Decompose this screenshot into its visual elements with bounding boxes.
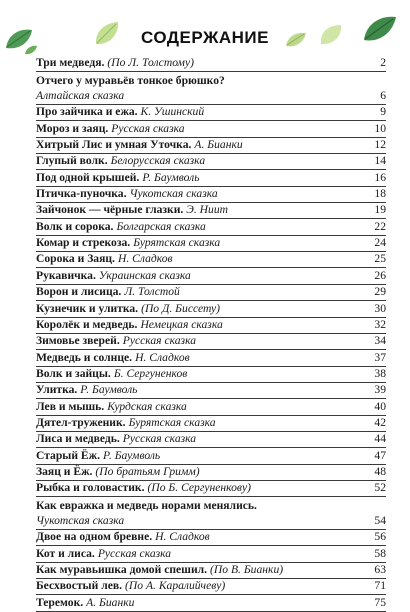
entry-page-number: 22 [374, 219, 386, 233]
entry-page-number: 58 [374, 546, 386, 560]
entry-source: Э. Ниит [186, 203, 229, 217]
entry-page-number: 48 [374, 464, 386, 478]
entry-title: Зайчонок — чёрные глазки. [36, 203, 184, 217]
toc-entry [36, 236, 386, 252]
toc-entry [36, 219, 386, 235]
entry-source: Алтайская сказка [36, 89, 125, 103]
toc-entry [36, 334, 386, 350]
toc-entry [36, 56, 386, 72]
entry-title: Глупый волк. [36, 154, 108, 168]
entry-source: Украинская сказка [98, 268, 191, 282]
entry-title: Под одной крышей. [36, 170, 140, 184]
entry-source: Р. Баумволь [142, 170, 200, 184]
entry-source: Русская сказка [97, 546, 172, 560]
entry-page-number: 24 [374, 236, 386, 250]
entry-source: А. Бианки [194, 138, 243, 152]
entry-page-number: 12 [374, 138, 386, 152]
entry-page-number: 2 [380, 56, 386, 70]
entry-page-number: 14 [374, 154, 386, 168]
entry-page-number: 18 [374, 187, 386, 201]
entry-source: Бурятская сказка [133, 236, 221, 250]
entry-page-number: 10 [374, 121, 386, 135]
entry-title: Рыбка и головастик. [36, 481, 145, 495]
toc-entry [36, 268, 386, 284]
toc-entry [36, 448, 386, 464]
toc-entry [36, 399, 386, 415]
toc-entry [36, 416, 386, 432]
entry-title: Про зайчика и ежа. [36, 105, 138, 119]
entry-title: Заяц и Ёж. [36, 464, 93, 478]
entry-page-number: 56 [374, 530, 386, 544]
entry-page-number: 34 [374, 334, 386, 348]
entry-source: Н. Сладков [135, 350, 190, 364]
page-title: СОДЕРЖАНИЕ [141, 28, 269, 47]
entry-source: Л. Толстой [124, 285, 180, 299]
toc-entry [36, 187, 386, 203]
entry-page-number: 54 [374, 513, 386, 527]
toc-entry [36, 105, 386, 121]
entry-source: Н. Сладков [155, 530, 210, 544]
entry-title: Отчего у муравьёв тонкое брюшко? [36, 73, 225, 87]
entry-title: Рукавичка. [36, 268, 96, 282]
entry-source: А. Бианки [86, 595, 135, 609]
entry-title: Волк и сорока. [36, 219, 114, 233]
entry-source: Болгарская сказка [116, 219, 206, 233]
toc-entry [36, 497, 386, 513]
toc-entry [36, 170, 386, 186]
toc-entry [36, 530, 386, 546]
entry-source: Русская сказка [122, 334, 197, 348]
entry-title: Улитка. [36, 383, 78, 397]
entry-title: Дятел-труженик. [36, 415, 126, 429]
entry-source: (По В. Бианки) [210, 563, 284, 576]
entry-source: (По братьям Гримм) [95, 464, 200, 478]
entry-page-number: 32 [374, 317, 386, 331]
toc-entry [36, 481, 386, 497]
entry-source: Русская сказка [122, 432, 197, 446]
entry-title: Птичка-пуночка. [36, 187, 127, 201]
toc-entry [36, 350, 386, 366]
entry-title: Двое на одном бревне. [36, 530, 153, 544]
entry-source: Б. Сергуненков [113, 366, 188, 380]
entry-source: (По Б. Сергуненкову) [147, 481, 251, 495]
entry-title: Теремок. [36, 595, 84, 609]
toc-entry [36, 465, 386, 481]
toc-entry [36, 579, 386, 595]
table-of-contents [36, 56, 386, 612]
entry-page-number: 40 [374, 399, 386, 413]
entry-title: Как евражка и медведь норами менялись. [36, 498, 257, 512]
entry-title: Медведь и солнце. [36, 350, 133, 364]
entry-page-number: 26 [374, 268, 386, 282]
entry-page-number: 75 [374, 595, 386, 609]
toc-entry [36, 121, 386, 137]
toc-entry [36, 514, 386, 530]
entry-title: Комар и стрекоза. [36, 236, 131, 250]
entry-title: Сорока и Заяц. [36, 252, 115, 266]
toc-entry [36, 367, 386, 383]
entry-title: Лев и мышь. [36, 399, 105, 413]
entry-source: Бурятская сказка [128, 415, 216, 429]
entry-source: Белорусская сказка [110, 154, 206, 168]
entry-page-number: 42 [374, 415, 386, 429]
entry-page-number: 6 [380, 89, 386, 103]
entry-title: Мороз и заяц. [36, 121, 109, 135]
toc-entry [36, 546, 386, 562]
entry-source: Р. Баумволь [102, 448, 161, 462]
entry-page-number: 38 [374, 366, 386, 380]
entry-page-number: 52 [374, 481, 386, 495]
entry-page-number: 16 [374, 170, 386, 184]
toc-entry [36, 72, 386, 88]
toc-entry [36, 252, 386, 268]
entry-title: Как муравьишка домой спешил. [36, 563, 208, 576]
toc-entry [36, 285, 386, 301]
toc-entry [36, 595, 386, 611]
entry-source: (По А. Каралийчеву) [125, 579, 226, 593]
entry-title: Лиса и медведь. [36, 432, 120, 446]
entry-title: Бесхвостый лев. [36, 579, 123, 593]
entry-title: Кузнечик и улитка. [36, 301, 139, 315]
entry-title: Три медведя. [36, 56, 105, 70]
entry-title: Ворон и лисица. [36, 285, 122, 299]
entry-title: Хитрый Лис и умная Уточка. [36, 138, 192, 152]
entry-source: Н. Сладков [117, 252, 173, 266]
entry-page-number: 19 [374, 203, 386, 217]
entry-source: Чукотская сказка [36, 513, 125, 527]
entry-page-number: 25 [374, 252, 386, 266]
entry-source: (По Л. Толстому) [107, 56, 194, 70]
toc-entry [36, 432, 386, 448]
toc-entry [36, 154, 386, 170]
toc-entry [36, 318, 386, 334]
entry-page-number: 39 [374, 383, 386, 397]
entry-source: Р. Баумволь [80, 383, 138, 397]
entry-page-number: 29 [374, 285, 386, 299]
entry-source: К. Ушинский [140, 105, 205, 119]
entry-title: Кот и лиса. [36, 546, 95, 560]
entry-page-number: 30 [374, 301, 386, 315]
toc-entry [36, 138, 386, 154]
toc-entry [36, 301, 386, 317]
entry-title: Старый Ёж. [36, 448, 100, 462]
entry-source: Чукотская сказка [129, 187, 218, 201]
entry-source: Курдская сказка [107, 399, 187, 413]
entry-title: Королёк и медведь. [36, 317, 138, 331]
entry-page-number: 63 [374, 563, 386, 576]
toc-entry [36, 89, 386, 105]
entry-title: Волк и зайцы. [36, 366, 111, 380]
entry-page-number: 71 [374, 579, 386, 593]
entry-page-number: 9 [380, 105, 386, 119]
toc-entry [36, 563, 386, 579]
entry-page-number: 47 [374, 448, 386, 462]
entry-title: Зимовье зверей. [36, 334, 120, 348]
toc-entry [36, 203, 386, 219]
entry-source: Русская сказка [111, 121, 185, 135]
entry-source: (По Д. Биссету) [141, 301, 221, 315]
entry-page-number: 44 [374, 432, 386, 446]
entry-page-number: 37 [374, 350, 386, 364]
entry-source: Немецкая сказка [140, 317, 223, 331]
toc-entry [36, 383, 386, 399]
